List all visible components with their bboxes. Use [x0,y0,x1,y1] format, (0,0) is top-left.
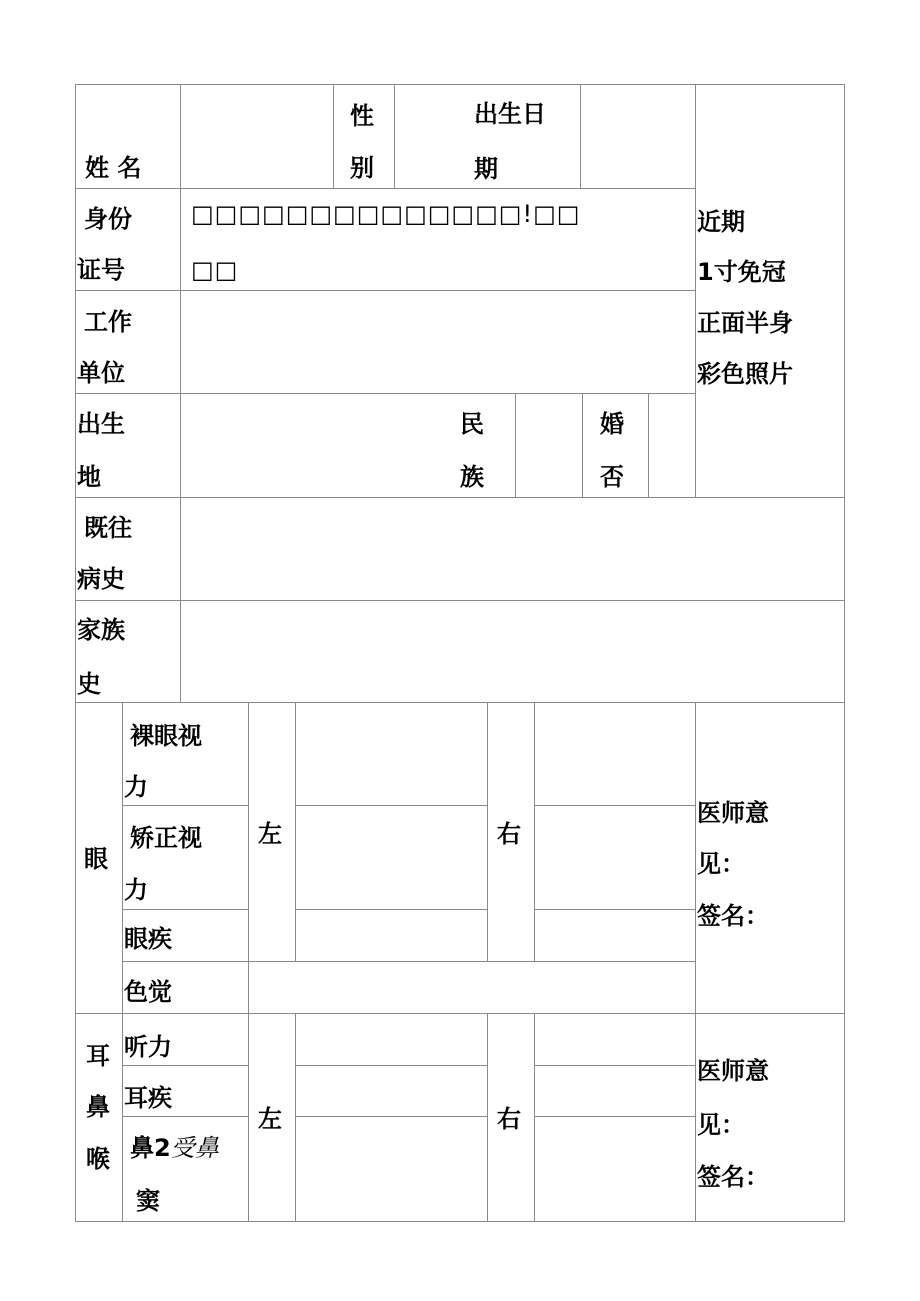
ent-section-label-line2: 鼻 [86,1093,110,1121]
row-divider [75,393,695,394]
marital-label-line1: 婚 [600,410,624,438]
eye-section-label: 眼 [84,845,108,873]
work-label-line2: 单位 [77,359,125,387]
eye-right-label: 右 [497,820,521,848]
col-divider [487,702,488,961]
row-divider [295,1065,487,1066]
nose-sinus-label-line2: 窦 [136,1187,160,1215]
id-label-line1: 身份 [84,205,132,233]
row-divider [122,961,695,962]
ent-section-label-line1: 耳 [86,1042,110,1070]
photo-placeholder-line1: 近期 [697,208,745,236]
row-divider [534,1116,695,1117]
border-bottom [75,1221,845,1222]
ent-signature-label: 签名： [697,1163,769,1191]
border-right [844,84,845,1222]
marital-label-line2: 否 [600,463,624,491]
col-divider [487,1013,488,1222]
row-divider [75,702,845,703]
history-label-line2: 病史 [77,565,125,593]
col-divider [582,393,583,498]
col-divider [648,393,649,498]
row-divider [295,909,487,910]
ethnicity-label-line2: 族 [460,463,484,491]
birthdate-label-line1: 出生日 [474,100,546,128]
ent-right-label: 右 [497,1105,521,1133]
family-label-line1: 家族 [77,616,125,644]
row-divider [534,909,695,910]
eye-doctor-opinion-line2: 见： [697,850,745,878]
row-divider [75,600,845,601]
eye-doctor-opinion-line1: 医师意 [697,799,769,827]
col-divider [295,1013,296,1222]
color-vision-label: 色觉 [124,978,172,1006]
eye-disease-label: 眼疾 [124,925,172,953]
history-label-line1: 既往 [84,514,132,542]
col-divider [394,84,395,189]
naked-vision-label-line2: 力 [124,773,148,801]
nose-sinus-label-line1 [130,1122,219,1174]
col-divider [534,702,535,961]
row-divider [534,1065,695,1066]
photo-placeholder-line4: 彩色照片 [697,360,793,388]
nose-sinus-italic: 受鼻 [170,1134,219,1162]
eye-signature-label: 签名： [697,902,769,930]
row-divider [534,805,695,806]
nose-sinus-prefix: 鼻2 [130,1134,171,1162]
col-divider [333,84,334,189]
family-label-line2: 史 [77,670,101,698]
id-label-line2: 证号 [77,256,125,284]
row-divider [295,1116,487,1117]
birthplace-label-line1: 出生 [77,410,125,438]
row-divider [295,805,487,806]
naked-vision-label-line1: 裸眼视 [130,722,202,750]
ent-doctor-opinion-line1: 医师意 [697,1057,769,1085]
work-label-line1: 工作 [84,308,132,336]
corrected-vision-label-line2: 力 [124,876,148,904]
col-divider [122,702,123,1222]
corrected-vision-label-line1: 矫正视 [130,824,202,852]
photo-placeholder-line3: 正面半身 [697,309,793,337]
col-divider [515,393,516,498]
ethnicity-label-line1: 民 [460,410,484,438]
ent-doctor-opinion-line2: 见： [697,1111,745,1139]
col-divider [534,1013,535,1222]
ent-section-label-line3: 喉 [86,1145,110,1173]
row-divider [75,290,695,291]
border-left [75,84,76,1222]
name-label: 姓 名 [85,154,142,182]
col-divider [695,702,696,1222]
border-top [75,84,845,85]
col-divider [248,702,249,1222]
id-number-boxes-line1[interactable]: □□□□□□□□□□□□□□!□□ [191,200,581,228]
ear-disease-label: 耳疾 [124,1084,172,1112]
hearing-label: 听力 [124,1033,172,1061]
col-divider [295,702,296,961]
gender-label-line2: 别 [350,154,374,182]
row-divider [75,1013,845,1014]
birthplace-label-line2: 地 [77,463,101,491]
col-divider [695,84,696,498]
eye-left-label: 左 [258,820,282,848]
photo-placeholder-line2: 1寸免冠 [697,258,786,286]
col-divider [580,84,581,189]
id-number-boxes-line2[interactable]: □□ [191,256,239,284]
birthdate-label-line2: 期 [474,155,498,183]
ent-left-label: 左 [258,1105,282,1133]
gender-label-line1: 性 [350,102,374,130]
col-divider [180,84,181,703]
